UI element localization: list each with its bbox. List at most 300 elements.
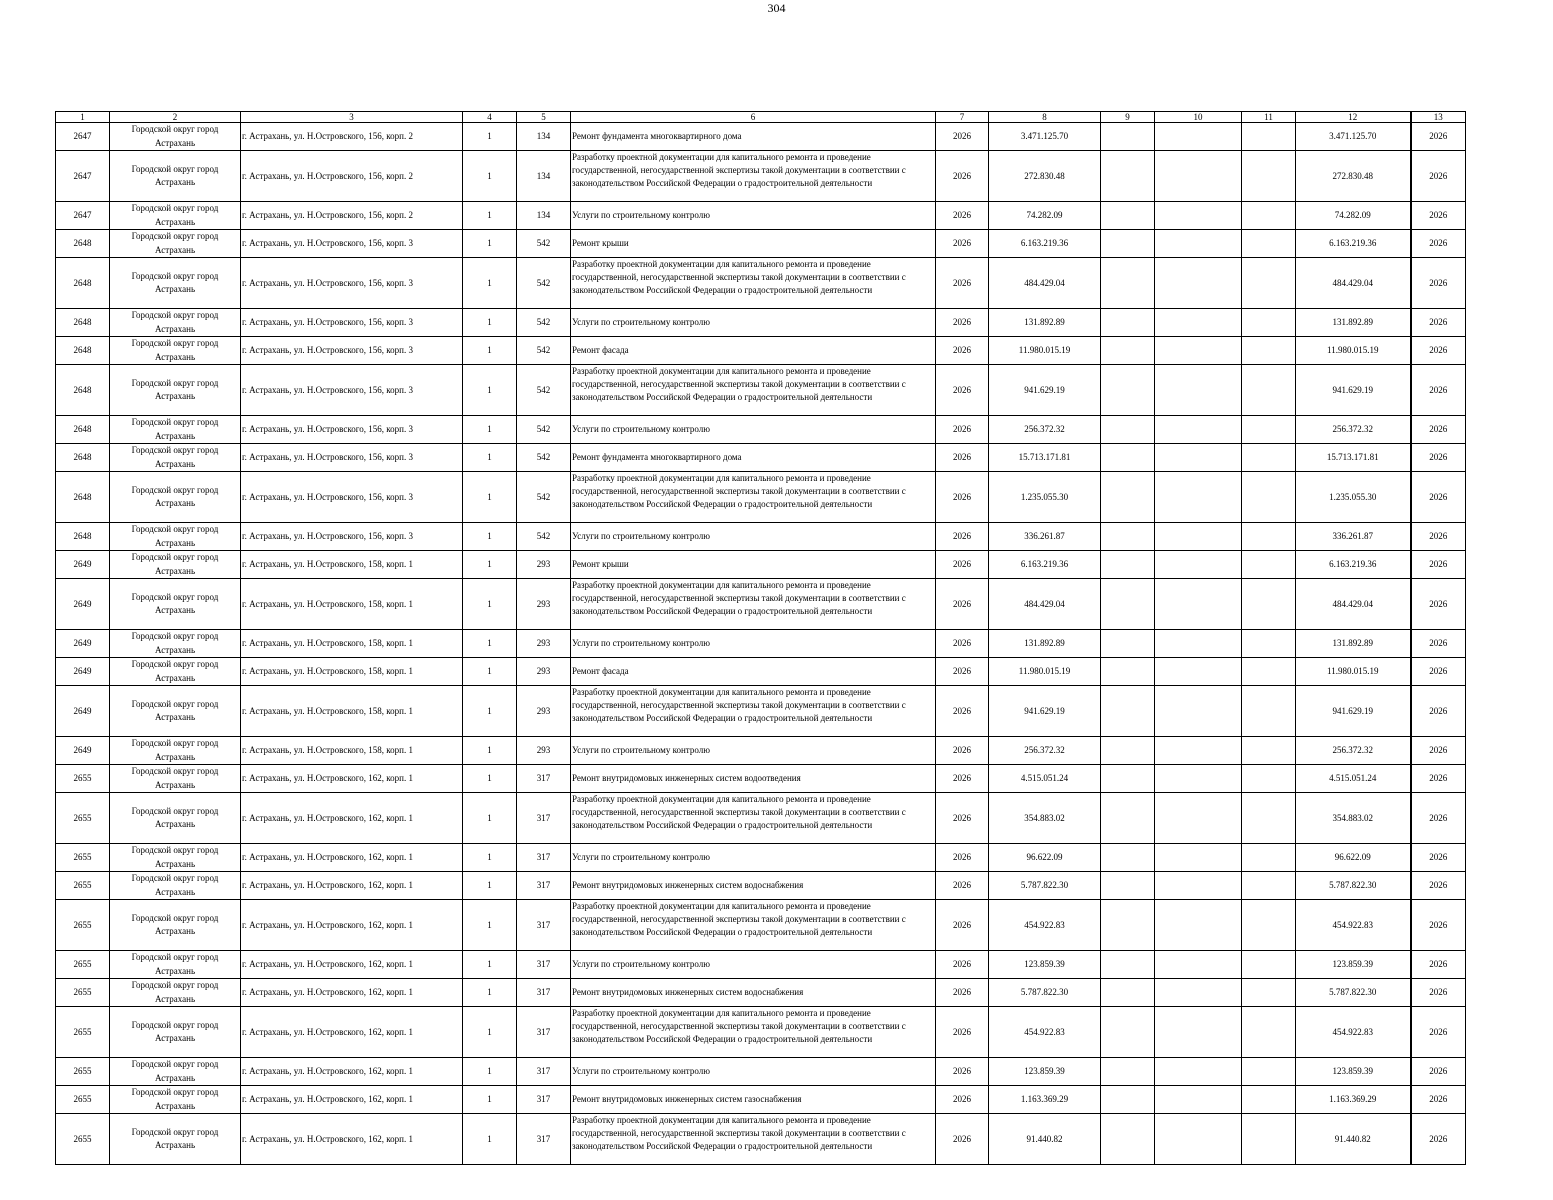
total-cost-cell: 454.922.83 xyxy=(1296,900,1411,951)
object-number-cell: 2649 xyxy=(56,630,110,658)
end-year-cell: 2026 xyxy=(1411,793,1466,844)
year-cell: 2026 xyxy=(936,686,989,737)
col10-cell xyxy=(1155,979,1242,1007)
total-cost-cell: 941.629.19 xyxy=(1296,686,1411,737)
col11-cell xyxy=(1242,793,1296,844)
end-year-cell: 2026 xyxy=(1411,951,1466,979)
table-row xyxy=(56,337,1466,365)
table-row xyxy=(56,230,1466,258)
cost-cell: 941.629.19 xyxy=(989,365,1101,416)
total-cost-cell: 6.163.219.36 xyxy=(1296,551,1411,579)
col4-cell: 1 xyxy=(463,1058,517,1086)
address-cell: г. Астрахань, ул. Н.Островского, 162, корп. 1 xyxy=(241,1007,463,1058)
object-number-cell: 2655 xyxy=(56,900,110,951)
col5-cell: 293 xyxy=(517,737,571,765)
address-cell: г. Астрахань, ул. Н.Островского, 156, корп. 3 xyxy=(241,416,463,444)
col11-cell xyxy=(1242,686,1296,737)
year-cell: 2026 xyxy=(936,202,989,230)
cost-cell: 6.163.219.36 xyxy=(989,551,1101,579)
municipality-cell: Городской округ город Астрахань xyxy=(110,579,241,630)
work-type-cell: Разработку проектной документации для капитального ремонта и проведение государственной, негосударственной экспертизы такой документации в соответствии с законодательством Российской Федерации о градостроительной деятельности xyxy=(571,365,936,416)
work-type-cell: Разработку проектной документации для капитального ремонта и проведение государственной, негосударственной экспертизы такой документации в соответствии с законодательством Российской Федерации о градостроительной деятельности xyxy=(571,900,936,951)
col4-cell: 1 xyxy=(463,1086,517,1114)
col9-cell xyxy=(1101,123,1155,151)
cost-cell: 15.713.171.81 xyxy=(989,444,1101,472)
col11-cell xyxy=(1242,630,1296,658)
year-cell: 2026 xyxy=(936,737,989,765)
work-type-cell: Ремонт крыши xyxy=(571,230,936,258)
col10-cell xyxy=(1155,1058,1242,1086)
year-cell: 2026 xyxy=(936,1114,989,1165)
municipality-cell: Городской округ город Астрахань xyxy=(110,472,241,523)
end-year-cell: 2026 xyxy=(1411,444,1466,472)
object-number-cell: 2648 xyxy=(56,337,110,365)
table-row xyxy=(56,472,1466,523)
col5-cell: 317 xyxy=(517,1086,571,1114)
col11-cell xyxy=(1242,765,1296,793)
table-row xyxy=(56,630,1466,658)
total-cost-cell: 96.622.09 xyxy=(1296,844,1411,872)
year-cell: 2026 xyxy=(936,579,989,630)
col10-cell xyxy=(1155,686,1242,737)
column-header: 4 xyxy=(463,112,517,123)
total-cost-cell: 336.261.87 xyxy=(1296,523,1411,551)
year-cell: 2026 xyxy=(936,793,989,844)
cost-cell: 6.163.219.36 xyxy=(989,230,1101,258)
col9-cell xyxy=(1101,737,1155,765)
col5-cell: 542 xyxy=(517,230,571,258)
col5-cell: 317 xyxy=(517,1058,571,1086)
col10-cell xyxy=(1155,765,1242,793)
table-row xyxy=(56,686,1466,737)
col11-cell xyxy=(1242,258,1296,309)
col9-cell xyxy=(1101,202,1155,230)
end-year-cell: 2026 xyxy=(1411,1058,1466,1086)
col10-cell xyxy=(1155,309,1242,337)
object-number-cell: 2649 xyxy=(56,551,110,579)
table-row xyxy=(56,979,1466,1007)
col4-cell: 1 xyxy=(463,309,517,337)
col10-cell xyxy=(1155,523,1242,551)
cost-cell: 11.980.015.19 xyxy=(989,658,1101,686)
year-cell: 2026 xyxy=(936,472,989,523)
col4-cell: 1 xyxy=(463,951,517,979)
cost-cell: 5.787.822.30 xyxy=(989,872,1101,900)
year-cell: 2026 xyxy=(936,979,989,1007)
col4-cell: 1 xyxy=(463,765,517,793)
total-cost-cell: 123.859.39 xyxy=(1296,1058,1411,1086)
object-number-cell: 2655 xyxy=(56,793,110,844)
col9-cell xyxy=(1101,258,1155,309)
work-type-cell: Ремонт фасада xyxy=(571,337,936,365)
column-header: 10 xyxy=(1155,112,1242,123)
column-number-row xyxy=(56,112,1466,123)
col10-cell xyxy=(1155,1114,1242,1165)
col5-cell: 293 xyxy=(517,579,571,630)
address-cell: г. Астрахань, ул. Н.Островского, 158, корп. 1 xyxy=(241,630,463,658)
municipality-cell: Городской округ город Астрахань xyxy=(110,365,241,416)
municipality-cell: Городской округ город Астрахань xyxy=(110,258,241,309)
municipality-cell: Городской округ город Астрахань xyxy=(110,202,241,230)
col5-cell: 317 xyxy=(517,900,571,951)
cost-cell: 91.440.82 xyxy=(989,1114,1101,1165)
col11-cell xyxy=(1242,900,1296,951)
object-number-cell: 2647 xyxy=(56,123,110,151)
end-year-cell: 2026 xyxy=(1411,765,1466,793)
col10-cell xyxy=(1155,844,1242,872)
col11-cell xyxy=(1242,365,1296,416)
col11-cell xyxy=(1242,472,1296,523)
col10-cell xyxy=(1155,658,1242,686)
col5-cell: 317 xyxy=(517,1114,571,1165)
col4-cell: 1 xyxy=(463,472,517,523)
municipality-cell: Городской округ город Астрахань xyxy=(110,793,241,844)
object-number-cell: 2648 xyxy=(56,309,110,337)
col4-cell: 1 xyxy=(463,579,517,630)
address-cell: г. Астрахань, ул. Н.Островского, 156, корп. 2 xyxy=(241,123,463,151)
address-cell: г. Астрахань, ул. Н.Островского, 162, корп. 1 xyxy=(241,951,463,979)
total-cost-cell: 1.163.369.29 xyxy=(1296,1086,1411,1114)
municipality-cell: Городской округ город Астрахань xyxy=(110,551,241,579)
total-cost-cell: 256.372.32 xyxy=(1296,737,1411,765)
col10-cell xyxy=(1155,472,1242,523)
col11-cell xyxy=(1242,658,1296,686)
cost-cell: 123.859.39 xyxy=(989,1058,1101,1086)
municipality-cell: Городской округ город Астрахань xyxy=(110,123,241,151)
municipality-cell: Городской округ город Астрахань xyxy=(110,630,241,658)
end-year-cell: 2026 xyxy=(1411,551,1466,579)
municipality-cell: Городской округ город Астрахань xyxy=(110,686,241,737)
total-cost-cell: 1.235.055.30 xyxy=(1296,472,1411,523)
address-cell: г. Астрахань, ул. Н.Островского, 156, корп. 3 xyxy=(241,337,463,365)
end-year-cell: 2026 xyxy=(1411,1114,1466,1165)
col4-cell: 1 xyxy=(463,444,517,472)
municipality-cell: Городской округ город Астрахань xyxy=(110,844,241,872)
object-number-cell: 2655 xyxy=(56,1086,110,1114)
total-cost-cell: 131.892.89 xyxy=(1296,309,1411,337)
table-row xyxy=(56,523,1466,551)
col5-cell: 317 xyxy=(517,1007,571,1058)
col10-cell xyxy=(1155,951,1242,979)
col5-cell: 293 xyxy=(517,551,571,579)
municipality-cell: Городской округ город Астрахань xyxy=(110,151,241,202)
year-cell: 2026 xyxy=(936,951,989,979)
col5-cell: 542 xyxy=(517,472,571,523)
object-number-cell: 2648 xyxy=(56,523,110,551)
col9-cell xyxy=(1101,900,1155,951)
end-year-cell: 2026 xyxy=(1411,630,1466,658)
col11-cell xyxy=(1242,444,1296,472)
end-year-cell: 2026 xyxy=(1411,1007,1466,1058)
work-type-cell: Ремонт фундамента многоквартирного дома xyxy=(571,444,936,472)
object-number-cell: 2649 xyxy=(56,686,110,737)
object-number-cell: 2655 xyxy=(56,979,110,1007)
cost-cell: 941.629.19 xyxy=(989,686,1101,737)
col5-cell: 317 xyxy=(517,951,571,979)
address-cell: г. Астрахань, ул. Н.Островского, 162, корп. 1 xyxy=(241,793,463,844)
municipality-cell: Городской округ город Астрахань xyxy=(110,416,241,444)
col10-cell xyxy=(1155,365,1242,416)
work-type-cell: Услуги по строительному контролю xyxy=(571,1058,936,1086)
year-cell: 2026 xyxy=(936,765,989,793)
cost-cell: 336.261.87 xyxy=(989,523,1101,551)
cost-cell: 1.235.055.30 xyxy=(989,472,1101,523)
total-cost-cell: 74.282.09 xyxy=(1296,202,1411,230)
table-row xyxy=(56,900,1466,951)
col10-cell xyxy=(1155,202,1242,230)
address-cell: г. Астрахань, ул. Н.Островского, 158, корп. 1 xyxy=(241,551,463,579)
end-year-cell: 2026 xyxy=(1411,472,1466,523)
address-cell: г. Астрахань, ул. Н.Островского, 156, корп. 3 xyxy=(241,365,463,416)
municipality-cell: Городской округ город Астрахань xyxy=(110,872,241,900)
col9-cell xyxy=(1101,1086,1155,1114)
total-cost-cell: 354.883.02 xyxy=(1296,793,1411,844)
object-number-cell: 2649 xyxy=(56,658,110,686)
total-cost-cell: 131.892.89 xyxy=(1296,630,1411,658)
table-row xyxy=(56,151,1466,202)
cost-cell: 74.282.09 xyxy=(989,202,1101,230)
year-cell: 2026 xyxy=(936,872,989,900)
object-number-cell: 2655 xyxy=(56,872,110,900)
col10-cell xyxy=(1155,230,1242,258)
cost-cell: 454.922.83 xyxy=(989,900,1101,951)
table-row xyxy=(56,123,1466,151)
cost-cell: 5.787.822.30 xyxy=(989,979,1101,1007)
year-cell: 2026 xyxy=(936,1086,989,1114)
col4-cell: 1 xyxy=(463,658,517,686)
total-cost-cell: 3.471.125.70 xyxy=(1296,123,1411,151)
table-row xyxy=(56,416,1466,444)
col10-cell xyxy=(1155,630,1242,658)
col5-cell: 134 xyxy=(517,151,571,202)
col11-cell xyxy=(1242,551,1296,579)
col10-cell xyxy=(1155,872,1242,900)
work-type-cell: Услуги по строительному контролю xyxy=(571,630,936,658)
cost-cell: 3.471.125.70 xyxy=(989,123,1101,151)
year-cell: 2026 xyxy=(936,523,989,551)
end-year-cell: 2026 xyxy=(1411,123,1466,151)
col4-cell: 1 xyxy=(463,793,517,844)
end-year-cell: 2026 xyxy=(1411,686,1466,737)
col10-cell xyxy=(1155,793,1242,844)
address-cell: г. Астрахань, ул. Н.Островского, 162, корп. 1 xyxy=(241,979,463,1007)
year-cell: 2026 xyxy=(936,658,989,686)
table-row xyxy=(56,309,1466,337)
cost-cell: 131.892.89 xyxy=(989,630,1101,658)
col10-cell xyxy=(1155,258,1242,309)
col4-cell: 1 xyxy=(463,151,517,202)
address-cell: г. Астрахань, ул. Н.Островского, 156, корп. 3 xyxy=(241,444,463,472)
work-type-cell: Разработку проектной документации для капитального ремонта и проведение государственной, негосударственной экспертизы такой документации в соответствии с законодательством Российской Федерации о градостроительной деятельности xyxy=(571,686,936,737)
col9-cell xyxy=(1101,416,1155,444)
col5-cell: 317 xyxy=(517,979,571,1007)
table-row xyxy=(56,365,1466,416)
col9-cell xyxy=(1101,844,1155,872)
col4-cell: 1 xyxy=(463,202,517,230)
year-cell: 2026 xyxy=(936,230,989,258)
municipality-cell: Городской округ город Астрахань xyxy=(110,1007,241,1058)
work-type-cell: Услуги по строительному контролю xyxy=(571,202,936,230)
col10-cell xyxy=(1155,900,1242,951)
col5-cell: 542 xyxy=(517,523,571,551)
table-row xyxy=(56,793,1466,844)
object-number-cell: 2647 xyxy=(56,151,110,202)
address-cell: г. Астрахань, ул. Н.Островского, 162, корп. 1 xyxy=(241,844,463,872)
col10-cell xyxy=(1155,123,1242,151)
col4-cell: 1 xyxy=(463,630,517,658)
col9-cell xyxy=(1101,309,1155,337)
capital-repair-table xyxy=(55,111,1466,1165)
col4-cell: 1 xyxy=(463,872,517,900)
end-year-cell: 2026 xyxy=(1411,523,1466,551)
col5-cell: 542 xyxy=(517,337,571,365)
address-cell: г. Астрахань, ул. Н.Островского, 158, корп. 1 xyxy=(241,658,463,686)
total-cost-cell: 15.713.171.81 xyxy=(1296,444,1411,472)
address-cell: г. Астрахань, ул. Н.Островского, 156, корп. 3 xyxy=(241,309,463,337)
cost-cell: 454.922.83 xyxy=(989,1007,1101,1058)
column-header: 8 xyxy=(989,112,1101,123)
col10-cell xyxy=(1155,579,1242,630)
end-year-cell: 2026 xyxy=(1411,309,1466,337)
work-type-cell: Разработку проектной документации для капитального ремонта и проведение государственной, негосударственной экспертизы такой документации в соответствии с законодательством Российской Федерации о градостроительной деятельности xyxy=(571,579,936,630)
col4-cell: 1 xyxy=(463,737,517,765)
end-year-cell: 2026 xyxy=(1411,872,1466,900)
column-header: 1 xyxy=(56,112,110,123)
year-cell: 2026 xyxy=(936,365,989,416)
table-row xyxy=(56,1007,1466,1058)
column-header: 5 xyxy=(517,112,571,123)
work-type-cell: Услуги по строительному контролю xyxy=(571,523,936,551)
work-type-cell: Разработку проектной документации для капитального ремонта и проведение государственной, негосударственной экспертизы такой документации в соответствии с законодательством Российской Федерации о градостроительной деятельности xyxy=(571,151,936,202)
work-type-cell: Разработку проектной документации для капитального ремонта и проведение государственной, негосударственной экспертизы такой документации в соответствии с законодательством Российской Федерации о градостроительной деятельности xyxy=(571,1007,936,1058)
total-cost-cell: 6.163.219.36 xyxy=(1296,230,1411,258)
cost-cell: 4.515.051.24 xyxy=(989,765,1101,793)
year-cell: 2026 xyxy=(936,630,989,658)
col9-cell xyxy=(1101,444,1155,472)
col9-cell xyxy=(1101,630,1155,658)
municipality-cell: Городской округ город Астрахань xyxy=(110,1086,241,1114)
col4-cell: 1 xyxy=(463,844,517,872)
table-row xyxy=(56,658,1466,686)
col5-cell: 317 xyxy=(517,872,571,900)
col9-cell xyxy=(1101,472,1155,523)
work-type-cell: Разработку проектной документации для капитального ремонта и проведение государственной, негосударственной экспертизы такой документации в соответствии с законодательством Российской Федерации о градостроительной деятельности xyxy=(571,258,936,309)
address-cell: г. Астрахань, ул. Н.Островского, 156, корп. 3 xyxy=(241,472,463,523)
municipality-cell: Городской округ город Астрахань xyxy=(110,230,241,258)
municipality-cell: Городской округ город Астрахань xyxy=(110,658,241,686)
column-header: 7 xyxy=(936,112,989,123)
end-year-cell: 2026 xyxy=(1411,1086,1466,1114)
table-row xyxy=(56,765,1466,793)
column-header: 3 xyxy=(241,112,463,123)
year-cell: 2026 xyxy=(936,123,989,151)
column-header: 13 xyxy=(1411,112,1466,123)
object-number-cell: 2649 xyxy=(56,737,110,765)
work-type-cell: Ремонт внутридомовых инженерных систем водоснабжения xyxy=(571,979,936,1007)
col5-cell: 542 xyxy=(517,365,571,416)
table-row xyxy=(56,202,1466,230)
end-year-cell: 2026 xyxy=(1411,230,1466,258)
work-type-cell: Ремонт крыши xyxy=(571,551,936,579)
work-type-cell: Услуги по строительному контролю xyxy=(571,844,936,872)
col11-cell xyxy=(1242,951,1296,979)
cost-cell: 123.859.39 xyxy=(989,951,1101,979)
object-number-cell: 2648 xyxy=(56,258,110,309)
municipality-cell: Городской округ город Астрахань xyxy=(110,337,241,365)
work-type-cell: Услуги по строительному контролю xyxy=(571,737,936,765)
col9-cell xyxy=(1101,551,1155,579)
year-cell: 2026 xyxy=(936,551,989,579)
cost-cell: 96.622.09 xyxy=(989,844,1101,872)
col5-cell: 542 xyxy=(517,444,571,472)
year-cell: 2026 xyxy=(936,309,989,337)
year-cell: 2026 xyxy=(936,416,989,444)
col11-cell xyxy=(1242,1058,1296,1086)
end-year-cell: 2026 xyxy=(1411,337,1466,365)
col11-cell xyxy=(1242,979,1296,1007)
year-cell: 2026 xyxy=(936,337,989,365)
end-year-cell: 2026 xyxy=(1411,151,1466,202)
page-number: 304 xyxy=(767,1,786,15)
address-cell: г. Астрахань, ул. Н.Островского, 156, корп. 2 xyxy=(241,202,463,230)
col10-cell xyxy=(1155,444,1242,472)
cost-cell: 354.883.02 xyxy=(989,793,1101,844)
col9-cell xyxy=(1101,1114,1155,1165)
object-number-cell: 2648 xyxy=(56,230,110,258)
total-cost-cell: 123.859.39 xyxy=(1296,951,1411,979)
address-cell: г. Астрахань, ул. Н.Островского, 158, корп. 1 xyxy=(241,579,463,630)
col4-cell: 1 xyxy=(463,979,517,1007)
object-number-cell: 2655 xyxy=(56,765,110,793)
col5-cell: 317 xyxy=(517,793,571,844)
end-year-cell: 2026 xyxy=(1411,416,1466,444)
col4-cell: 1 xyxy=(463,1007,517,1058)
col9-cell xyxy=(1101,523,1155,551)
address-cell: г. Астрахань, ул. Н.Островского, 156, корп. 2 xyxy=(241,151,463,202)
end-year-cell: 2026 xyxy=(1411,202,1466,230)
col9-cell xyxy=(1101,872,1155,900)
column-header: 11 xyxy=(1242,112,1296,123)
col11-cell xyxy=(1242,872,1296,900)
table-row xyxy=(56,951,1466,979)
col9-cell xyxy=(1101,686,1155,737)
table-row xyxy=(56,444,1466,472)
work-type-cell: Услуги по строительному контролю xyxy=(571,951,936,979)
col11-cell xyxy=(1242,337,1296,365)
column-header: 9 xyxy=(1101,112,1155,123)
col9-cell xyxy=(1101,951,1155,979)
address-cell: г. Астрахань, ул. Н.Островского, 162, корп. 1 xyxy=(241,1086,463,1114)
work-type-cell: Услуги по строительному контролю xyxy=(571,309,936,337)
address-cell: г. Астрахань, ул. Н.Островского, 162, корп. 1 xyxy=(241,1114,463,1165)
table-row xyxy=(56,551,1466,579)
end-year-cell: 2026 xyxy=(1411,844,1466,872)
col9-cell xyxy=(1101,365,1155,416)
table-row xyxy=(56,1058,1466,1086)
col10-cell xyxy=(1155,551,1242,579)
col9-cell xyxy=(1101,1007,1155,1058)
work-type-cell: Разработку проектной документации для капитального ремонта и проведение государственной, негосударственной экспертизы такой документации в соответствии с законодательством Российской Федерации о градостроительной деятельности xyxy=(571,793,936,844)
work-type-cell: Ремонт внутридомовых инженерных систем газоснабжения xyxy=(571,1086,936,1114)
col5-cell: 542 xyxy=(517,309,571,337)
col11-cell xyxy=(1242,309,1296,337)
col9-cell xyxy=(1101,579,1155,630)
municipality-cell: Городской округ город Астрахань xyxy=(110,951,241,979)
table-row xyxy=(56,872,1466,900)
col10-cell xyxy=(1155,151,1242,202)
address-cell: г. Астрахань, ул. Н.Островского, 156, корп. 3 xyxy=(241,523,463,551)
year-cell: 2026 xyxy=(936,1058,989,1086)
